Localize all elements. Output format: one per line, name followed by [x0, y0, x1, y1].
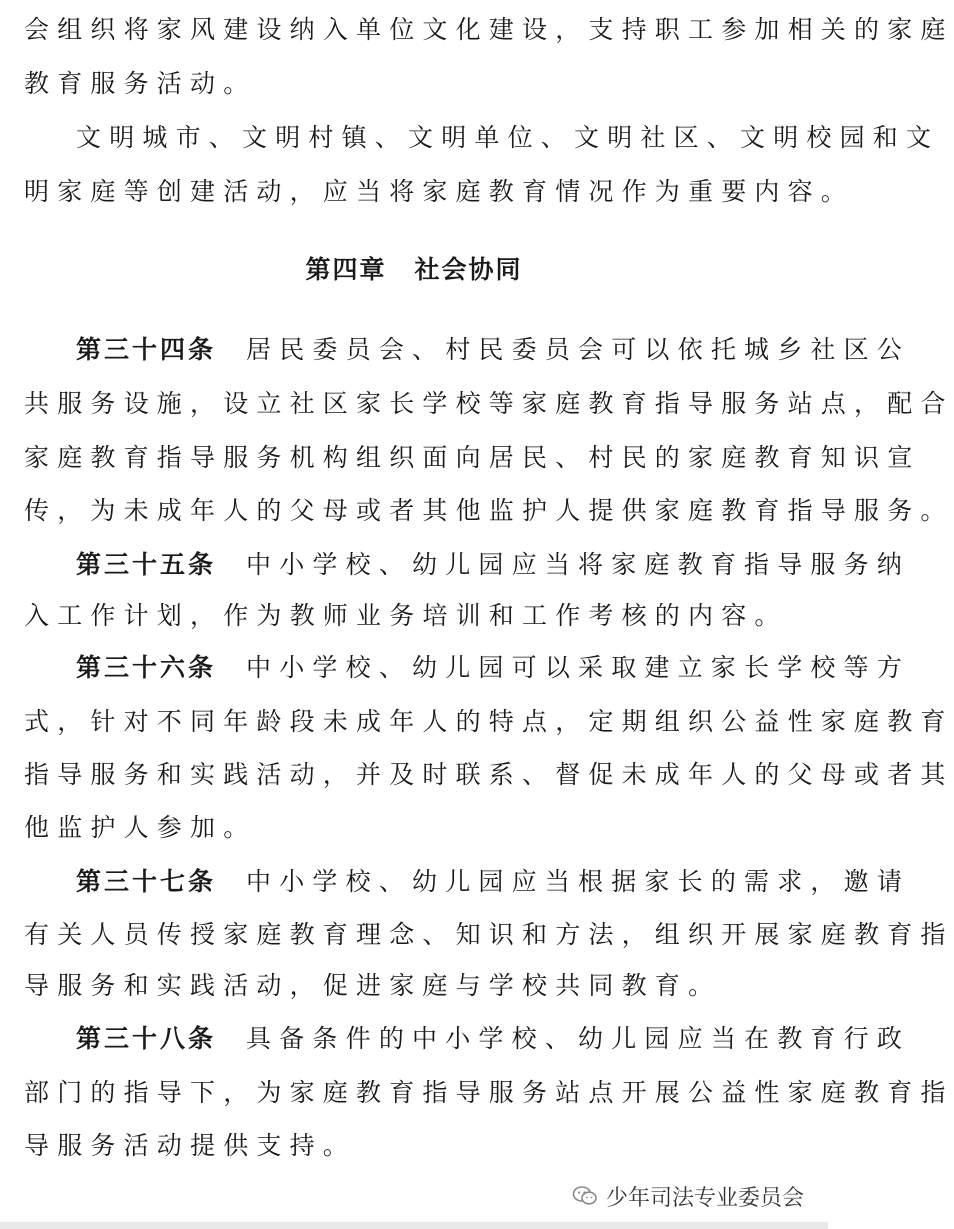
text-line: 文明城市、文明村镇、文明单位、文明社区、文明校园和文 [76, 123, 940, 152]
article-first-line [76, 1023, 910, 1055]
text-line: 教育服务活动。 [24, 69, 257, 98]
article-first-line [76, 866, 910, 898]
article-label: 第三十七条 [76, 867, 217, 896]
watermark-text: 少年司法专业委员会 [605, 1185, 804, 1211]
article-text: 中小学校、幼儿园可以采取建立家长学校等方 [246, 653, 911, 682]
text-line: 导服务活动提供支持。 [24, 1131, 357, 1160]
article-first-line [76, 652, 910, 684]
article-first-line [76, 334, 910, 366]
chapter-number: 第四章 [305, 255, 387, 284]
text-line: 会组织将家风建设纳入单位文化建设，支持职工参加相关的家庭 [24, 15, 954, 44]
text-line: 传，为未成年人的父母或者其他监护人提供家庭教育指导服务。 [24, 496, 954, 525]
article-text: 中小学校、幼儿园应当将家庭教育指导服务纳 [246, 550, 911, 579]
text-line: 导服务和实践活动，促进家庭与学校共同教育。 [24, 971, 722, 1000]
article-text: 居民委员会、村民委员会可以依托城乡社区公 [246, 335, 911, 364]
text-line: 指导服务和实践活动，并及时联系、督促未成年人的父母或者其 [24, 760, 954, 789]
chapter-heading [0, 254, 828, 286]
article-text: 具备条件的中小学校、幼儿园应当在教育行政 [246, 1024, 911, 1053]
article-label: 第三十五条 [76, 550, 217, 579]
text-line: 他监护人参加。 [24, 813, 257, 842]
article-first-line [76, 549, 910, 581]
article-label: 第三十八条 [76, 1024, 217, 1053]
text-line: 明家庭等创建活动，应当将家庭教育情况作为重要内容。 [24, 177, 855, 206]
text-line: 部门的指导下，为家庭教育指导服务站点开展公益性家庭教育指 [24, 1078, 954, 1107]
article-label: 第三十六条 [76, 653, 217, 682]
text-line: 有关人员传授家庭教育理念、知识和方法，组织开展家庭教育指 [24, 920, 954, 949]
text-line: 共服务设施，设立社区家长学校等家庭教育指导服务站点，配合 [24, 389, 954, 418]
text-line: 式，针对不同年龄段未成年人的特点，定期组织公益性家庭教育 [24, 707, 954, 736]
article-text: 中小学校、幼儿园应当根据家长的需求，邀请 [246, 867, 911, 896]
text-line: 家庭教育指导服务机构组织面向居民、村民的家庭教育知识宣 [24, 443, 921, 472]
source-watermark [572, 1176, 804, 1216]
chapter-title: 社会协同 [414, 255, 523, 284]
bottom-divider [0, 1222, 828, 1229]
article-label: 第三十四条 [76, 335, 217, 364]
wechat-icon [572, 1185, 598, 1207]
text-line: 入工作计划，作为教师业务培训和工作考核的内容。 [24, 601, 788, 630]
